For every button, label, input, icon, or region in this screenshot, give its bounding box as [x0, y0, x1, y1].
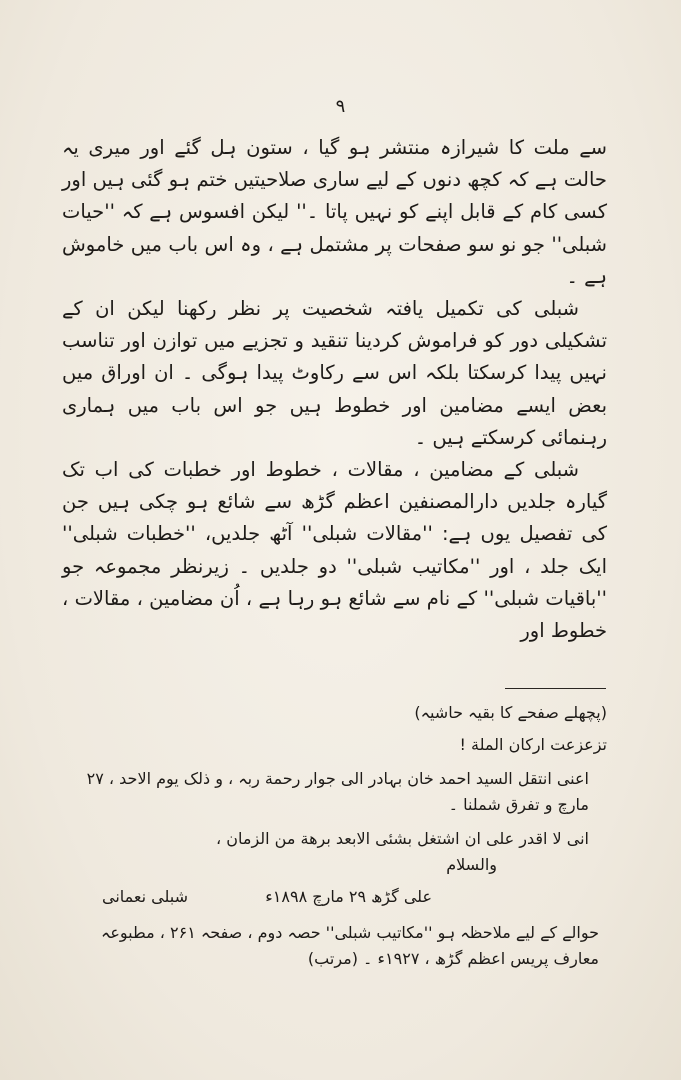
footnote-reference: حوالے کے لیے ملاحظہ ہو ''مکاتیب شبلی'' حصہ دوم ، صفحہ ۲۶۱ ، مطبوعہ معارف پریس اعظم گڑھ ، ۱۹۲۷ء ۔ (مرتب) — [100, 923, 599, 968]
paragraph-2: شبلی کی تکمیل یافتہ شخصیت پر نظر رکھنا لیکن ان کے تشکیلی دور کو فراموش کردینا تنقید و تجزیے میں توازن اور تناسب نہیں پیدا کرسکتا بلکہ اس سے رکاوٹ پیدا ہوگی ۔ ان اوراق میں بعض ایسے مضامین اور خطوط ہیں جو اس باب میں ہماری رہنمائی کرسکتے ہیں ۔ — [62, 297, 607, 449]
footnote-signature: شبلی نعمانی — [102, 887, 189, 906]
footnote-salaam: والسلام — [446, 855, 497, 874]
footnote-separator — [505, 688, 606, 689]
footnote-block — [62, 700, 607, 972]
footnote-title: تزعزعت ارکان الملة ! — [459, 735, 607, 754]
footnote-arabic-line-2: انی لا اقدر علی ان اشتغل بشئی الابعد برھة من الزمان ، — [216, 829, 589, 848]
footnote-heading: (پچھلے صفحے کا بقیہ حاشیہ) — [414, 703, 607, 722]
main-text — [62, 132, 607, 647]
footnote-place-date: علی گڑھ ۲۹ مارچ ۱۸۹۸ء — [265, 887, 432, 906]
paragraph-1: سے ملت کا شیرازہ منتشر ہو گیا ، ستون ہل گئے اور میری یہ حالت ہے کہ کچھ دنوں کے لیے ساری صلاحیتیں ختم ہو گئی ہیں اور کسی کام کے قابل اپنے کو نہیں پاتا ۔'' لیکن افسوس ہے کہ ''حیات شبلی'' جو نو سو صفحات پر مشتمل ہے ، وہ اس باب میں خاموش ہے ۔ — [62, 136, 607, 288]
footnote-sign-row — [62, 884, 607, 910]
page-number: ۹ — [335, 96, 346, 117]
paragraph-3: شبلی کے مضامین ، مقالات ، خطوط اور خطبات کی اب تک گیارہ جلدیں دارالمصنفین اعظم گڑھ سے شائع ہو چکی ہیں جن کی تفصیل یوں ہے: ''مقالات شبلی'' آٹھ جلدیں، ''خطبات شبلی'' ایک جلد ، اور ''مکاتیب شبلی'' دو جلدیں ۔ زیرنظر مجموعہ جو ''باقیات شبلی'' کے نام سے شائع ہو رہا ہے ، اُن مضامین ، مقالات ، خطوط اور — [62, 458, 607, 643]
footnote-arabic-line-1: اعنی انتقل السید احمد خان بہادر الی جوار رحمة ربہ ، و ذلک یوم الاحد ، ۲۷ مارچ و تفرق شملنا ۔ — [86, 769, 589, 814]
